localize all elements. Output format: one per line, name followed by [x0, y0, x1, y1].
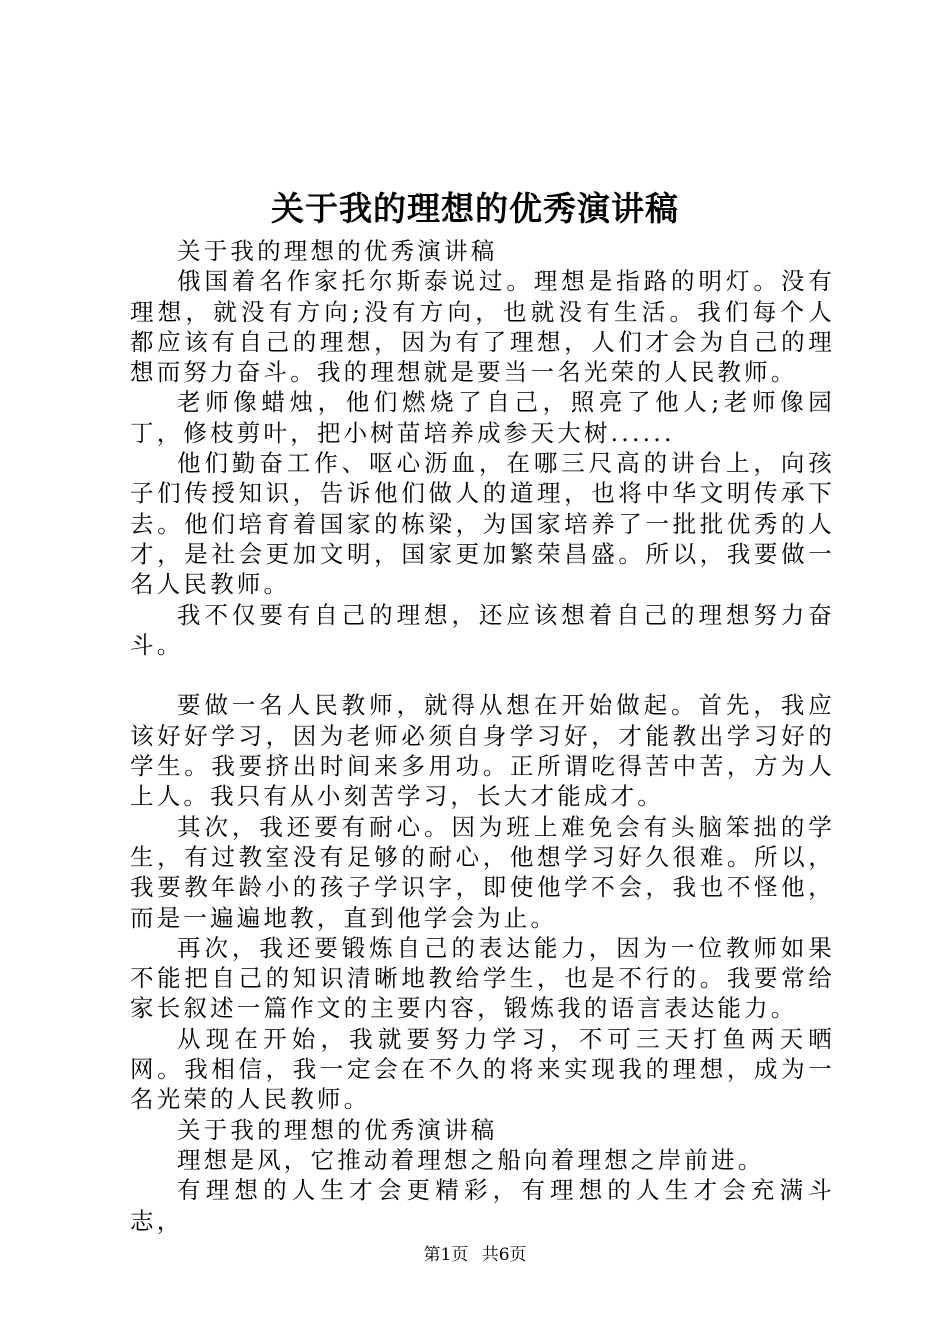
- document-title: 关于我的理想的优秀演讲稿: [271, 189, 679, 228]
- paragraph: 从现在开始，我就要努力学习，不可三天打鱼两天晒网。我相信，我一定会在不久的将来实现我的理想，成为一名光荣的人民教师。: [130, 1024, 835, 1114]
- paragraph: 我不仅要有自己的理想，还应该想着自己的理想努力奋斗。: [130, 600, 835, 659]
- paragraph: 关于我的理想的优秀演讲稿: [177, 237, 498, 265]
- blank-line: [130, 660, 835, 690]
- page-number: 第1页: [423, 1245, 469, 1265]
- paragraph: 老师像蜡烛，他们燃烧了自己，照亮了他人;老师像园丁，修枝剪叶，把小树苗培养成参天大树......: [130, 388, 835, 447]
- paragraph: 再次，我还要锻炼自己的表达能力，因为一位教师如果不能把自己的知识清晰地教给学生，也是不行的。我要常给家长叙述一篇作文的主要内容，锻炼我的语言表达能力。: [130, 933, 835, 1023]
- paragraph: 要做一名人民教师，就得从想在开始做起。首先，我应该好好学习，因为老师必须自身学习好，才能教出学习好的学生。我要挤出时间来多用功。正所谓吃得苦中苦，方为人上人。我只有从小刻苦学习，长大才能成才。: [130, 691, 835, 811]
- paragraph: 其次，我还要有耐心。因为班上难免会有头脑笨拙的学生，有过教室没有足够的耐心，他想学习好久很难。所以，我要教年龄小的孩子学识字，即使他学不会，我也不怪他，而是一遍遍地教，直到他学会为止。: [130, 812, 835, 932]
- paragraph: 理想是风，它推动着理想之船向着理想之岸前进。: [177, 1145, 765, 1174]
- paragraph: 他们勤奋工作、呕心沥血，在哪三尺高的讲台上，向孩子们传授知识，告诉他们做人的道理，也将中华文明传承下去。他们培育着国家的栋梁，为国家培养了一批批优秀的人才，是社会更加文明，国家更加繁荣昌盛。所以，我要做一名人民教师。: [130, 449, 835, 599]
- document-body: [130, 236, 835, 1236]
- page-footer: [0, 1243, 950, 1267]
- paragraph: 关于我的理想的优秀演讲稿: [177, 1115, 498, 1144]
- paragraph: 有理想的人生才会更精彩，有理想的人生才会充满斗志，: [130, 1176, 835, 1235]
- page-total: 共6页: [481, 1245, 527, 1265]
- paragraph: 俄国着名作家托尔斯泰说过。理想是指路的明灯。没有理想，就没有方向;没有方向，也就没有生活。我们每个人都应该有自己的理想，因为有了理想，人们才会为自己的理想而努力奋斗。我的理想就是要当一名光荣的人民教师。: [130, 267, 835, 387]
